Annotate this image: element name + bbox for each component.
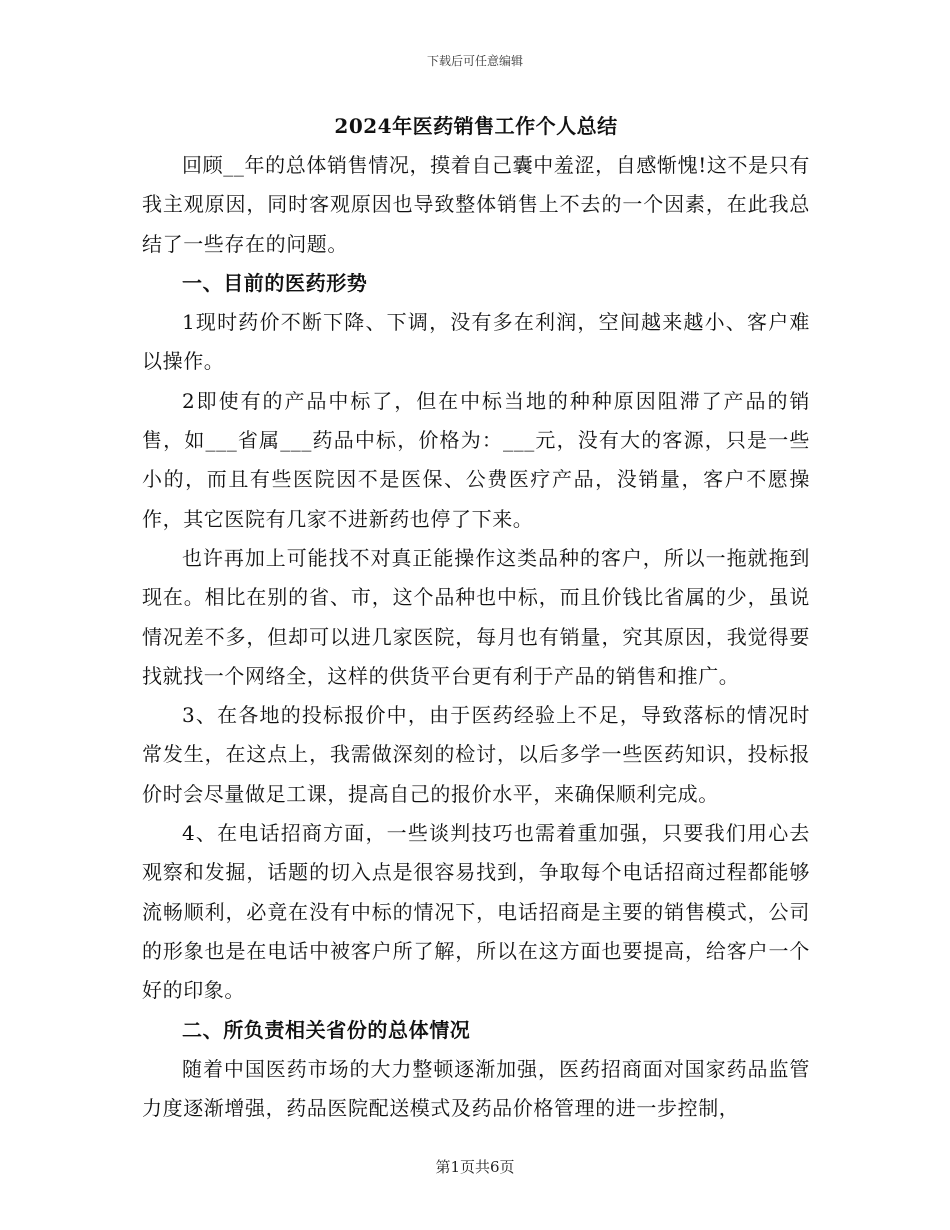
section-heading-1: 一、目前的医药形势: [182, 270, 368, 295]
document-title: 2024年医药销售工作个人总结: [334, 114, 618, 138]
paragraph-point-1: 1现时药价不断下降、下调，没有多在利润，空间越来越小、客户难以操作。: [142, 310, 810, 374]
document-body: [142, 108, 810, 1128]
page-footer-indicator: 第1页共6页: [435, 1158, 515, 1176]
paragraph-point-2: 2即使有的产品中标了，但在中标当地的种种原因阻滞了产品的销售，如___省属___药品中标，价格为：___元，没有大的客源，只是一些小的，而且有些医院因不是医保、公费医疗产品，没销量，客户不愿操作，其它医院有几家不进新药也停了下来。: [142, 388, 810, 531]
paragraph-section-2: 随着中国医药市场的大力整顿逐渐加强，医药招商面对国家药品监管力度逐渐增强，药品医院配送模式及药品价格管理的进一步控制，: [142, 1056, 810, 1121]
paragraph-point-2-continued: 也许再加上可能找不对真正能操作这类品种的客户，所以一拖就拖到现在。相比在别的省、市，这个品种也中标，而且价钱比省属的少，虽说情况差不多，但却可以进几家医院，每月也有销量，究其原因，我觉得要找就找一个网络全，这样的供货平台更有利于产品的销售和推广。: [142, 545, 810, 688]
paragraph-intro: 回顾__年的总体销售情况，摸着自己囊中羞涩，自感惭愧!这不是只有我主观原因，同时客观原因也导致整体销售上不去的一个因素，在此我总结了一些存在的问题。: [142, 153, 810, 256]
paragraph-point-3: 3、在各地的投标报价中，由于医药经验上不足，导致落标的情况时常发生，在这点上，我需做深刻的检讨，以后多学一些医药知识，投标报价时会尽量做足工课，提高自己的报价水平，来确保顺利完成。: [142, 703, 810, 806]
section-heading-2: 二、所负责相关省份的总体情况: [182, 1017, 471, 1042]
page-header-note: 下载后可任意编辑: [426, 54, 523, 68]
paragraph-point-4: 4、在电话招商方面，一些谈判技巧也需着重加强，只要我们用心去观察和发掘，话题的切入点是很容易找到，争取每个电话招商过程都能够流畅顺利，必竟在没有中标的情况下，电话招商是主要的销售模式，公司的形象也是在电话中被客户所了解，所以在这方面也要提高，给客户一个好的印象。: [142, 821, 810, 1003]
